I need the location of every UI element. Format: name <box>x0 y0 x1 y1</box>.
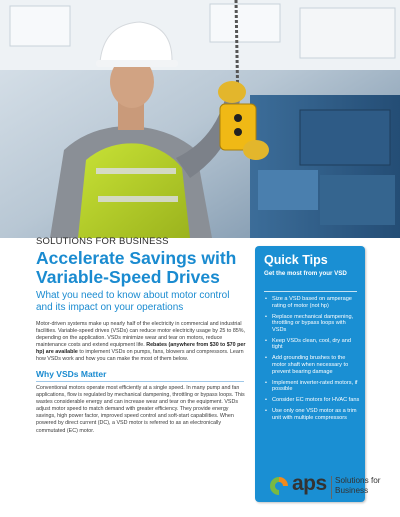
tip-text: Implement inverter-rated motors, if possible <box>272 379 358 393</box>
tip-item <box>264 314 360 334</box>
intro-paragraph <box>36 321 248 364</box>
aps-logo <box>268 471 390 505</box>
tip-item <box>264 296 360 309</box>
bullet-icon: • <box>265 355 267 362</box>
logo-tagline: Solutions for Business <box>335 476 381 495</box>
tip-item <box>264 355 360 375</box>
tip-item <box>264 380 360 393</box>
tip-text: Size a VSD based on amperage rating of motor (not hp) <box>272 296 352 309</box>
bullet-icon: • <box>265 296 267 302</box>
aps-swirl-icon <box>268 475 290 497</box>
tip-text: Add grounding brushes to the motor shaft when necessary to prevent bearing damage <box>272 355 349 375</box>
rebate-highlight: Rebates (anywhere from $30 to $70 per hp) are available <box>36 342 246 356</box>
bullet-icon: • <box>265 337 267 344</box>
tip-text: Keep VSDs clean, cool, dry and tight <box>272 337 351 351</box>
tips-subtitle: Get the most from your VSD <box>264 270 347 277</box>
quick-tips-panel <box>255 246 365 502</box>
intro-text-end: to implement VSDs on pumps, fans, blowers and compressors. Learn how VSDs work and how you can make the most of them below. <box>36 349 244 363</box>
tip-text: Consider EC motors for HVAC fans <box>272 397 360 404</box>
bullet-icon: • <box>265 408 267 415</box>
section-divider <box>36 381 244 382</box>
bullet-icon: • <box>265 379 267 386</box>
tip-item <box>264 408 360 421</box>
tips-title: Quick Tips <box>264 253 328 267</box>
tips-divider <box>264 291 357 292</box>
page-subtitle: What you need to know about motor control and its impact on your operations <box>36 290 230 313</box>
aps-wordmark: aps <box>292 472 327 495</box>
tip-text: Replace mechanical dampening, throttling or bypass loops with VSDs <box>272 313 354 333</box>
intro-text-start: Motor-driven systems make up nearly half of the electricity in commercial and industrial facilities. Variable-speed drives (VSDs) can reduce motor electricity usage by 25 to 85%, depending on the application. VSDs minimize wear and tear on motors, reduce maintenance costs and extend equipment life. <box>36 321 245 349</box>
tip-item <box>264 397 360 404</box>
tip-text: Use only one VSD motor as a trim unit with multiple compressors <box>272 408 357 421</box>
hero-photo <box>0 0 400 238</box>
section-body: Conventional motors operate most efficiently at a single speed. In many pump and fan applications, flow is regulated by mechanical dampening, throttling or bypass loops. This wastes considerable energy and can increase wear and tear on the equipment. VSDs adjust motor speed to match demand with greater efficiency. They provide energy savings, high power factor, improved speed control and soft-start capabilities. When powered by direct current (DC), a VSD motor is referred to as an electronically commutated (EC) motor. <box>36 385 245 434</box>
page-title: Accelerate Savings with Variable-Speed Drives <box>36 248 237 287</box>
logo-divider <box>331 476 332 499</box>
eyebrow-label: SOLUTIONS FOR BUSINESS <box>36 236 169 247</box>
section-heading: Why VSDs Matter <box>36 369 107 379</box>
tip-item <box>264 338 360 351</box>
tips-list <box>264 296 360 426</box>
bullet-icon: • <box>265 313 267 320</box>
bullet-icon: • <box>265 397 267 404</box>
